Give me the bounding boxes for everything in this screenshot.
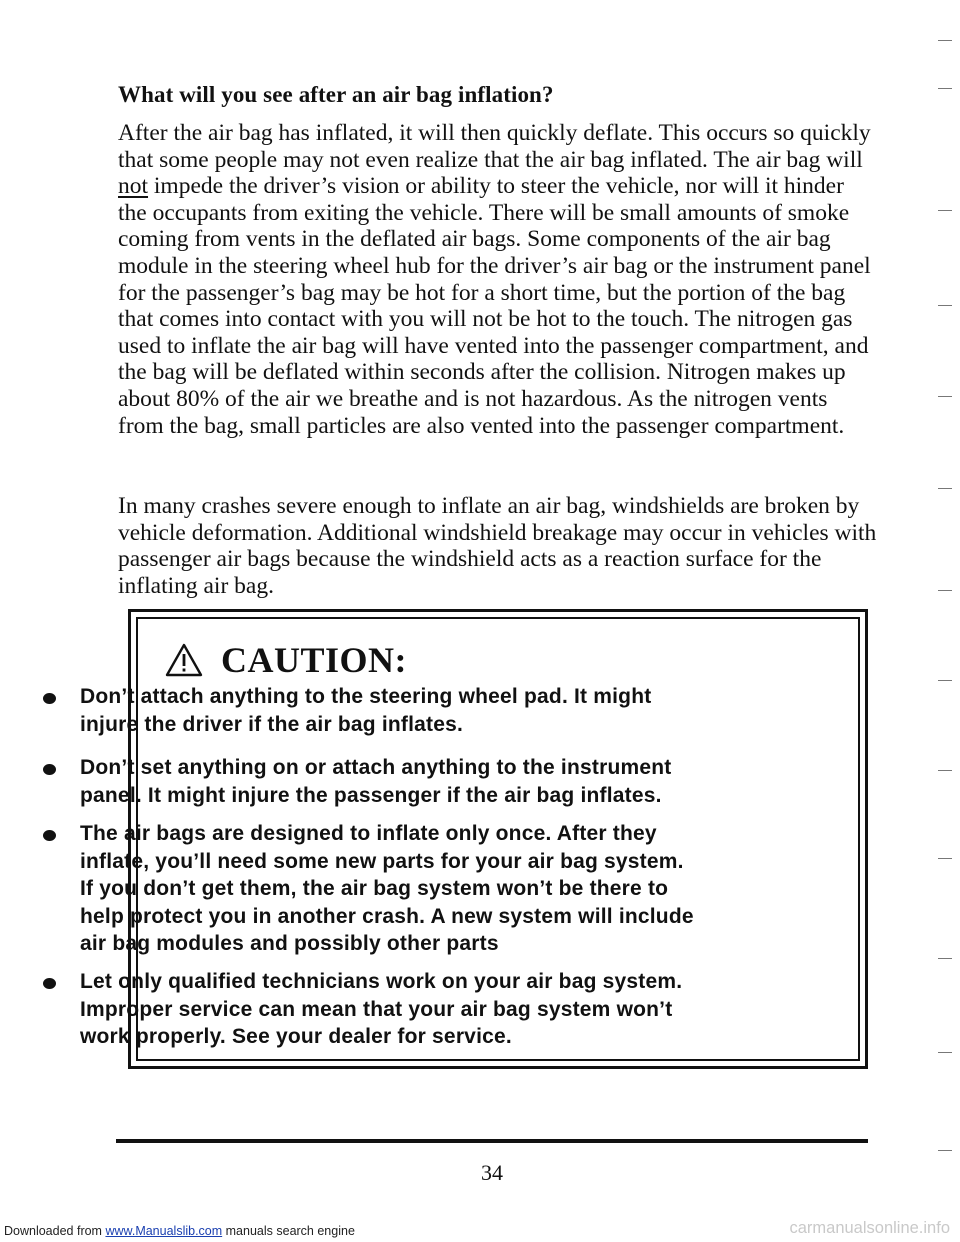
caution-item-text: Don’t attach anything to the steering wheel pad. It might injure the driver if the air bag inflates. [80, 685, 652, 736]
caution-header [165, 636, 407, 684]
watermark-suffix: manuals search engine [222, 1224, 355, 1238]
paragraph-text-cont: impede the driver’s vision or ability to steer the vehicle, nor will it hinder the occupants from exiting the vehicle. There will be small amounts of smoke coming from vents in the deflated air bags. Some components of the air bag module in the steering wheel hub for the driver’s air bag or the instrument panel for the passenger’s bag may be hot for a short time, but the portion of the bag that comes into contact with you will not be hot to the touch. The nitrogen gas used to inflate the air bag will have vented into the passenger compartment, and the bag will be deflated within seconds after the collision. Nitrogen makes up about 80% of the air we breathe and is not hazardous. As the nitrogen vents from the bag, small particles are also vented into the passenger compartment. [118, 173, 871, 439]
underlined-word: not [118, 173, 149, 200]
manualslib-link[interactable]: www.Manualslib.com [105, 1224, 223, 1238]
bullet-icon [43, 830, 56, 841]
paragraph-windshield: In many crashes severe enough to inflate an air bag, windshields are broken by vehicle deformation. Additional windshield breakage may occur in vehicles with passenger air bags because the windshield acts as a reaction surface for the inflating air bag. [118, 493, 877, 599]
bullet-icon [43, 693, 56, 704]
download-watermark [4, 1224, 355, 1238]
caution-item-text: The air bags are designed to inflate only once. After they inflate, you’ll need some new parts for your air bag system. If you don’t get them, the air bag system won’t be there to help protect you in another crash. A new system will include air bag modules and possibly other parts [80, 822, 694, 955]
caution-item [80, 968, 700, 1051]
caution-item [80, 754, 700, 809]
site-watermark: carmanualsonline.info [789, 1219, 950, 1237]
bullet-icon [43, 978, 56, 989]
footer-rule [116, 1139, 868, 1143]
caution-title: CAUTION: [221, 640, 408, 680]
section-heading: What will you see after an air bag inflation? [118, 82, 554, 107]
bullet-icon [43, 764, 56, 775]
caution-item-text: Let only qualified technicians work on your air bag system. Improper service can mean that your air bag system won’t work properly. See your dealer for service. [80, 970, 683, 1048]
watermark-prefix: Downloaded from [4, 1224, 106, 1238]
paragraph-text: After the air bag has inflated, it will then quickly deflate. This occurs so quickly that some people may not even realize that the air bag inflated. The air bag will [118, 120, 871, 173]
caution-item [80, 683, 700, 738]
scan-edge-marks [900, 0, 960, 1242]
caution-item [80, 820, 700, 958]
warning-triangle-icon [165, 643, 203, 677]
page-number: 34 [481, 1160, 503, 1185]
paragraph-deflation [118, 120, 878, 439]
caution-item-text: Don’t set anything on or attach anything to the instrument panel. It might injure the passenger if the air bag inflates. [80, 756, 672, 807]
